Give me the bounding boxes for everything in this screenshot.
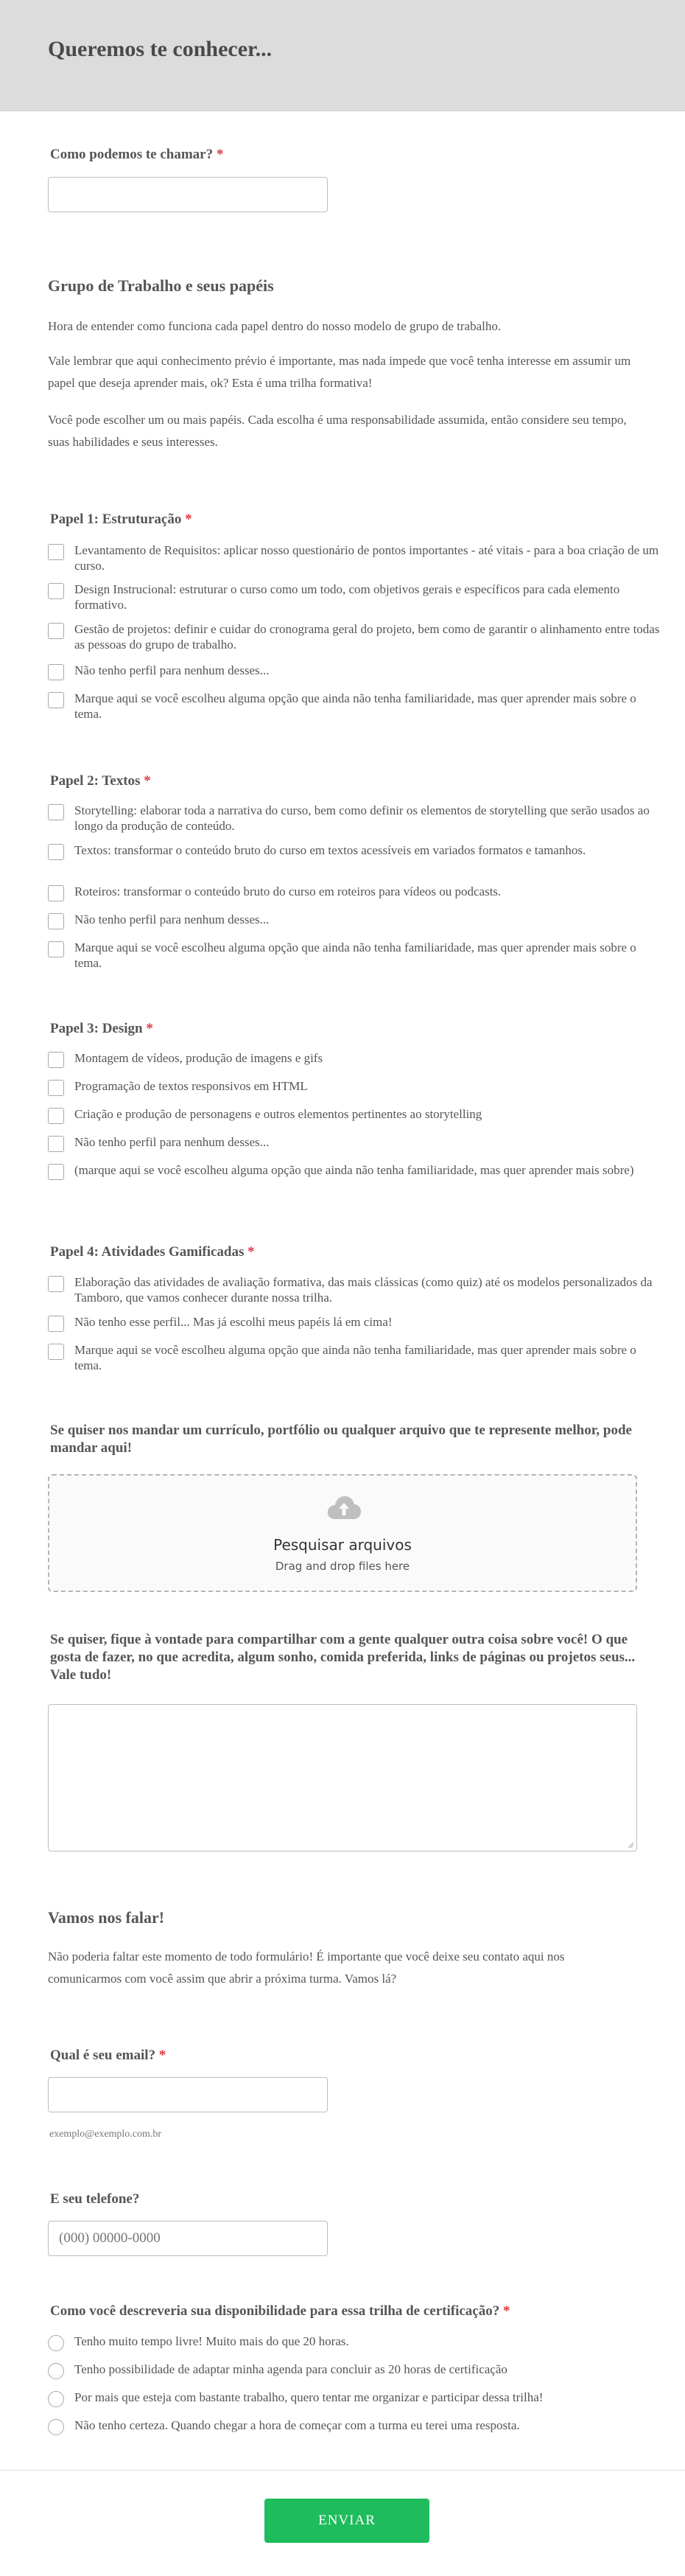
- group-paragraph-3: Você pode escolher um ou mais papéis. Cada escolha é uma responsabilidade assumida, então considere seu tempo, suas habilidades e seus interesses.: [48, 413, 627, 449]
- required-mark: *: [146, 1021, 153, 1036]
- role2-label: Papel 2: Textos *: [50, 773, 151, 789]
- cloud-upload-icon: [326, 1494, 362, 1521]
- checkbox[interactable]: [48, 844, 64, 860]
- required-mark: *: [185, 512, 192, 527]
- group-paragraph-2: Vale lembrar que aqui conhecimento prévio é importante, mas nada impede que você tenha interesse em assumir um papel que deseja aprender mais, ok? Esta é uma trilha formativa!: [48, 354, 631, 390]
- checkbox[interactable]: [48, 941, 64, 957]
- drag-drop-hint: Drag and drop files here: [275, 1560, 410, 1573]
- form-header: [0, 0, 685, 111]
- checkbox[interactable]: [48, 804, 64, 820]
- file-upload-dropzone[interactable]: [48, 1474, 637, 1592]
- phone-label: E seu telefone?: [50, 2191, 140, 2207]
- phone-input[interactable]: [48, 2221, 328, 2256]
- checkbox[interactable]: [48, 664, 64, 680]
- radio-button[interactable]: [48, 2391, 64, 2407]
- email-label: Qual é seu email? *: [50, 2048, 166, 2063]
- checkbox[interactable]: [48, 544, 64, 560]
- checkbox[interactable]: [48, 1108, 64, 1124]
- radio-button[interactable]: [48, 2419, 64, 2435]
- role4-label: Papel 4: Atividades Gamificadas *: [50, 1244, 255, 1260]
- form-title: Queremos te conhecer...: [48, 37, 273, 61]
- email-sublabel: exemplo@exemplo.com.br: [49, 2129, 162, 2140]
- name-label: Como podemos te chamar? *: [50, 147, 224, 162]
- group-section-title: Grupo de Trabalho e seus papéis: [48, 276, 274, 295]
- name-input[interactable]: [48, 177, 328, 212]
- checkbox[interactable]: [48, 913, 64, 929]
- required-mark: *: [502, 2303, 510, 2319]
- contact-paragraph: Não poderia faltar este momento de todo formulário! É importante que você deixe seu contato aqui nos comunicarmos com você assim que abrir a próxima turma. Vamos lá?: [48, 1950, 565, 1986]
- role1-label: Papel 1: Estruturação *: [50, 512, 192, 527]
- checkbox[interactable]: [48, 1136, 64, 1152]
- upload-label: Se quiser nos mandar um currículo, portfólio ou qualquer arquivo que te represente melhor, pode mandar aqui!: [50, 1423, 632, 1456]
- group-paragraph-1: Hora de entender como funciona cada papel dentro do nosso modelo de grupo de trabalho.: [48, 319, 502, 333]
- checkbox[interactable]: [48, 1344, 64, 1360]
- checkbox[interactable]: [48, 692, 64, 708]
- checkbox[interactable]: [48, 583, 64, 599]
- required-mark: *: [216, 147, 224, 162]
- checkbox[interactable]: [48, 1080, 64, 1096]
- checkbox[interactable]: [48, 1164, 64, 1180]
- role3-label: Papel 3: Design *: [50, 1021, 153, 1036]
- checkbox[interactable]: [48, 1052, 64, 1068]
- checkbox[interactable]: [48, 1316, 64, 1332]
- submit-button[interactable]: ENVIAR: [264, 2499, 429, 2543]
- required-mark: *: [158, 2048, 166, 2063]
- footer-divider: [0, 2470, 685, 2471]
- availability-label: Como você descreveria sua disponibilidade para essa trilha de certificação? *: [50, 2303, 510, 2319]
- free-text-label: Se quiser, fique à vontade para compartilhar com a gente qualquer outra coisa sobre você! O que gosta de fazer, no que acredita, algum sonho, comida preferida, links de páginas ou projetos seus... Vale tudo!: [50, 1632, 636, 1683]
- email-input[interactable]: [48, 2077, 328, 2112]
- required-mark: *: [247, 1244, 255, 1260]
- checkbox[interactable]: [48, 623, 64, 639]
- checkbox[interactable]: [48, 885, 64, 901]
- browse-files-button[interactable]: Pesquisar arquivos: [273, 1536, 412, 1554]
- resize-handle-icon[interactable]: [627, 1841, 634, 1849]
- required-mark: *: [144, 773, 151, 789]
- radio-button[interactable]: [48, 2363, 64, 2379]
- free-text-area[interactable]: [48, 1704, 637, 1851]
- contact-section-title: Vamos nos falar!: [48, 1908, 165, 1927]
- radio-button[interactable]: [48, 2335, 64, 2351]
- checkbox[interactable]: [48, 1276, 64, 1292]
